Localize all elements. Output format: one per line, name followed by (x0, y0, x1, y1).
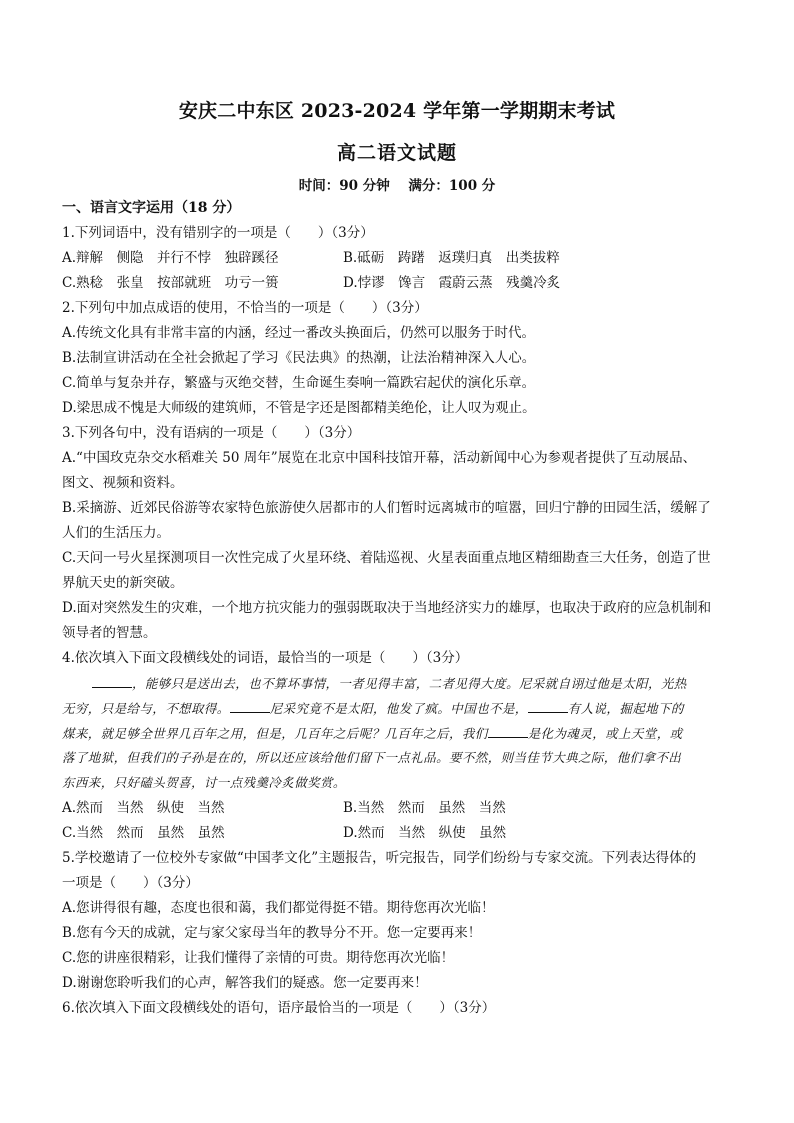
q4-option-b: B.当然 然而 虽然 当然 (343, 800, 506, 816)
exam-subtitle: 高二语文试题 (336, 142, 457, 164)
q6-stem: 6.依次填入下面文段横线处的语句，语序最恰当的一项是（ ）（3分） (62, 1000, 496, 1016)
blank-1 (92, 675, 132, 688)
q4-passage-line2: 无穷，只是给与，不想取得。 尼采究竟不是太阳，他发了疯。中国也不是， 有人说，掘起地下的 (62, 701, 684, 716)
blank-4 (488, 725, 528, 738)
q1-option-b: B.砥砺 踌躇 返璞归真 出类拔粹 (343, 250, 560, 266)
q3-option-d-line2: 领导者的智慧。 (62, 625, 157, 641)
section-heading: 一、语言文字运用（18 分） (62, 200, 241, 216)
q1-stem: 1.下列词语中，没有错别字的一项是（ ）（3分） (62, 225, 374, 241)
q4-stem: 4.依次填入下面文段横线处的词语，最恰当的一项是（ ）（3分） (62, 650, 469, 666)
q5-option-c: C.您的讲座很精彩，让我们懂得了亲情的可贵。期待您再次光临！ (62, 950, 455, 966)
q5-option-a: A.您讲得很有趣，态度也很和蔼，我们都觉得挺不错。期待您再次光临！ (62, 900, 495, 916)
q2-option-d: D.梁思成不愧是大师级的建筑师，不管是字还是图都精美绝伦，让人叹为观止。 (62, 400, 536, 416)
exam-title: 安庆二中东区 2023-2024 学年第一学期期末考试 (178, 100, 616, 122)
exam-score: 满分：100 分 (408, 178, 496, 194)
q5-option-d: D.谢谢您聆听我们的心声，解答我们的疑惑。您一定要再来！ (62, 975, 428, 991)
q2-option-c: C.简单与复杂并存，繁盛与灭绝交替，生命诞生奏响一篇跌宕起伏的演化乐章。 (62, 375, 536, 391)
q5-stem-line2: 一项是（ ）（3分） (62, 875, 199, 891)
q3-option-a-line1: A.“中国玫克杂交水稻难关 50 周年”展览在北京中国科技馆开幕，活动新闻中心为参观者提供了互动展品、 (62, 450, 697, 466)
q4-option-d: D.然而 当然 纵使 虽然 (343, 825, 507, 841)
q3-option-b-line2: 人们的生活压力。 (62, 525, 170, 541)
q2-stem: 2.下列句中加点成语的使用，不恰当的一项是（ ）（3分） (62, 300, 428, 316)
q1-option-c: C.熟稔 张皇 按部就班 功亏一篑 (62, 275, 279, 291)
q2-option-a: A.传统文化具有非常丰富的内涵，经过一番改头换面后，仍然可以服务于时代。 (62, 325, 536, 341)
blank-2 (230, 700, 270, 713)
q4-passage-line5: 东西来，只好磕头贺喜，讨一点残羹冷炙做奖赏。 (62, 775, 346, 790)
q1-option-d: D.悖谬 馋言 霞蔚云蒸 残羹冷炙 (343, 275, 561, 291)
q5-stem-line1: 5.学校邀请了一位校外专家做“中国孝文化”主题报告，听完报告，同学们纷纷与专家交流。下列表达得体的 (62, 850, 697, 866)
q4-passage-line3: 煤来，就足够全世界几百年之用，但是，几百年之后呢？几百年之后，我们 是化为魂灵，或上天堂，或 (62, 726, 683, 741)
q3-option-a-line2: 图文、视频和资料。 (62, 475, 184, 491)
q4-passage-line4: 落了地狱，但我们的子孙是在的，所以还应该给他们留下一点礼品。要不然，则当佳节大典之际，他们拿不出 (62, 750, 682, 765)
blank-3 (528, 700, 568, 713)
q4-option-c: C.当然 然而 虽然 虽然 (62, 825, 225, 841)
q5-option-b: B.您有今天的成就，定与家父家母当年的教导分不开。您一定要再来！ (62, 925, 482, 941)
q3-option-c-line2: 界航天史的新突破。 (62, 575, 184, 591)
q3-option-c-line1: C.天问一号火星探测项目一次性完成了火星环绕、着陆巡视、火星表面重点地区精细勘查三大任务，创造了世 (62, 550, 711, 566)
q4-option-a: A.然而 当然 纵使 当然 (62, 800, 225, 816)
q3-option-b-line1: B.采摘游、近郊民俗游等农家特色旅游使久居都市的人们暂时远离城市的喧嚣，回归宁静的田园生活，缓解了 (62, 500, 711, 516)
q2-option-b: B.法制宣讲活动在全社会掀起了学习《民法典》的热潮，让法治精神深入人心。 (62, 350, 536, 366)
exam-time: 时间：90 分钟 (298, 178, 390, 194)
q3-option-d-line1: D.面对突然发生的灾难，一个地方抗灾能力的强弱既取决于当地经济实力的雄厚，也取决于政府的应急机制和 (62, 600, 712, 616)
q4-passage-line1: ，能够只是送出去，也不算坏事情，一者见得丰富，二者见得大度。尼采就自诩过他是太阳，光热 (92, 675, 687, 692)
q1-option-a: A.辩解 侧隐 并行不悖 独辟蹊径 (62, 250, 279, 266)
q3-stem: 3.下列各句中，没有语病的一项是（ ）（3分） (62, 425, 361, 441)
exam-meta (0, 174, 794, 194)
